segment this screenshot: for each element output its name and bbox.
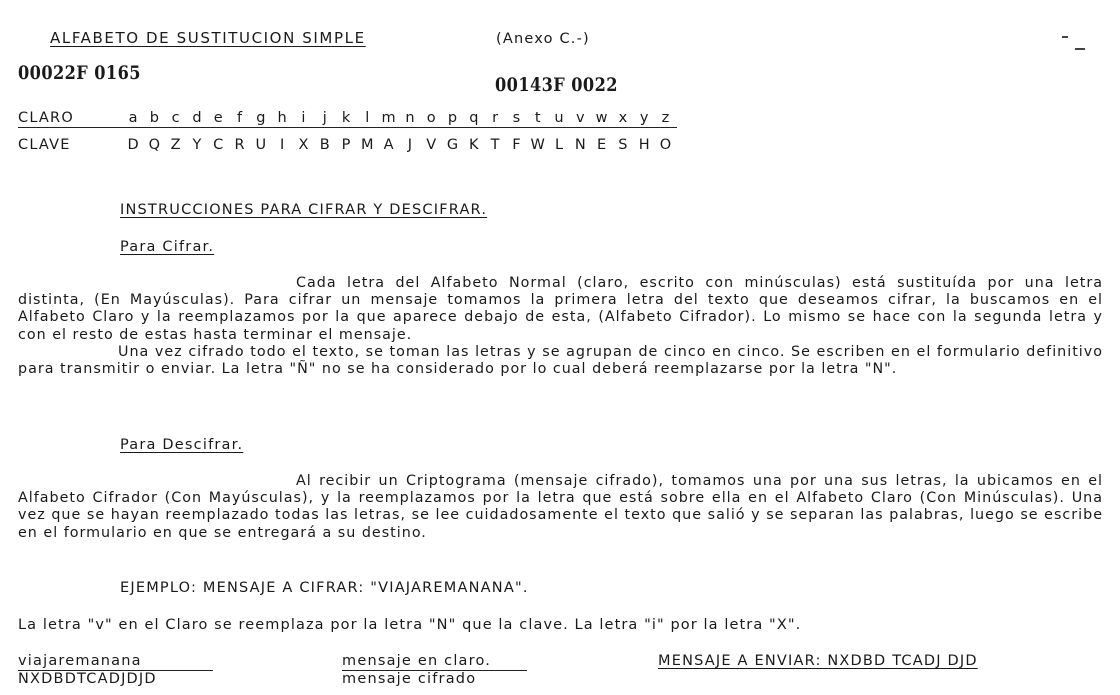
key-letter: I	[279, 137, 286, 153]
key-letter: Q	[148, 137, 162, 153]
key-letter: H	[638, 137, 651, 153]
clear-letter: j	[322, 110, 328, 126]
key-letter: K	[469, 137, 480, 153]
message-to-send: MENSAJE A ENVIAR: NXDBD TCADJ DJD	[658, 653, 978, 669]
clear-letter: g	[256, 110, 267, 126]
clear-letter: a	[128, 110, 139, 126]
key-letter: D	[127, 137, 140, 153]
key-letter: S	[618, 137, 629, 153]
instructions-heading: INSTRUCCIONES PARA CIFRAR Y DESCIFRAR.	[120, 202, 488, 218]
clear-letter: s	[512, 110, 522, 126]
clear-letter: t	[534, 110, 542, 126]
key-letter: O	[659, 137, 673, 153]
cipher-text-value: NXDBDTCADJDJD	[18, 670, 213, 687]
stamp-number-right: 00143F 0022	[495, 74, 618, 96]
caption-column	[342, 653, 527, 687]
key-letter: E	[596, 137, 608, 153]
key-letter: P	[341, 137, 352, 153]
clear-letter: z	[661, 110, 671, 126]
key-letter: C	[213, 137, 225, 153]
encrypt-heading: Para Cifrar.	[120, 239, 215, 255]
clear-text-caption: mensaje en claro.	[342, 653, 527, 671]
scan-mark	[1062, 36, 1068, 38]
clear-letter: r	[492, 110, 500, 126]
key-letter: Y	[192, 137, 203, 153]
encrypt-instructions	[18, 275, 1103, 378]
clear-label: CLARO	[18, 110, 123, 128]
key-label: CLAVE	[18, 137, 71, 153]
key-letter: T	[490, 137, 501, 153]
encrypt-paragraph-2: Una vez cifrado todo el texto, se toman las letras y se agrupan de cinco en cinco. Se escriben en el formulario definitivo para transmitir o enviar. La letra "Ñ" no se ha considerado por lo cual deberá reemplazarse por la letra "N".	[18, 343, 1103, 378]
cipher-text-caption: mensaje cifrado	[342, 671, 477, 687]
clear-letter: e	[213, 110, 224, 126]
clear-letter: n	[405, 110, 416, 126]
key-alphabet-row	[18, 137, 677, 153]
clear-letter: h	[277, 110, 288, 126]
key-letter: F	[512, 137, 522, 153]
encrypt-paragraph-1: Cada letra del Alfabeto Normal (claro, escrito con minúsculas) está sustituída por una letra distinta, (En Mayúsculas). Para cifrar un mensaje tomamos la primera letra del texto que deseamos cifrar, la buscamos en el Alfabeto Claro y la reemplazamos por la que aparece debajo de esta, (Alfabeto Cifrador). Lo mismo se hace con la segunda letra y con el resto de estas hasta terminar el mensaje.	[18, 275, 1103, 343]
clear-letter: o	[426, 110, 437, 126]
stamp-number-left: 00022F 0165	[18, 62, 141, 84]
clear-letter: k	[341, 110, 352, 126]
clear-letter: b	[149, 110, 161, 126]
key-letter: G	[446, 137, 460, 153]
clear-letter: m	[381, 110, 397, 126]
clear-text-column	[18, 653, 213, 687]
key-letter: A	[383, 137, 395, 153]
clear-letter: y	[639, 110, 650, 126]
key-letter: N	[574, 137, 587, 153]
clear-letter: u	[554, 110, 565, 126]
clear-letter: x	[618, 110, 629, 126]
key-letter: M	[361, 137, 375, 153]
clear-text-value: viajaremanana	[18, 653, 213, 671]
clear-letter: i	[301, 110, 307, 126]
annex-label: (Anexo C.-)	[496, 31, 590, 47]
clear-alphabet-row	[18, 110, 677, 128]
scan-mark	[1075, 48, 1085, 50]
key-letter: V	[426, 137, 438, 153]
clear-letter: l	[365, 110, 371, 126]
decrypt-heading: Para Descifrar.	[120, 437, 244, 453]
decrypt-instructions	[18, 473, 1103, 542]
decrypt-paragraph-1: Al recibir un Criptograma (mensaje cifrado), tomamos una por una sus letras, la ubicamos en el Alfabeto Cifrador (Con Mayúsculas), y la reemplazamos por la letra que está sobre ella en el Alfabeto Claro (Con Minúsculas). Una vez que se hayan reemplazado todas las letras, se lee cuidadosamente el texto que salió y se separan las palabras, luego se escribe en el formulario en que se entregará a su destino.	[18, 473, 1103, 541]
key-letter: B	[319, 137, 331, 153]
clear-letter: v	[575, 110, 586, 126]
example-explanation: La letra "v" en el Claro se reemplaza por la letra "N" que la clave. La letra "i" por la letra "X".	[18, 617, 802, 633]
example-line: EJEMPLO: MENSAJE A CIFRAR: "VIAJAREMANANA".	[120, 580, 529, 596]
clear-letter: w	[595, 110, 609, 126]
key-letter: U	[255, 137, 268, 153]
document-title: ALFABETO DE SUSTITUCION SIMPLE	[50, 29, 366, 47]
clear-letter: q	[469, 110, 480, 126]
clear-letter: p	[447, 110, 459, 126]
key-letter: W	[530, 137, 547, 153]
clear-letter: d	[192, 110, 203, 126]
clear-letters	[123, 110, 677, 128]
key-letter: L	[554, 137, 565, 153]
key-letter: X	[298, 137, 310, 153]
key-letters	[123, 137, 677, 153]
clear-letter: f	[236, 110, 244, 126]
key-letter: R	[234, 137, 246, 153]
key-letter: J	[407, 137, 414, 153]
clear-letter: c	[171, 110, 181, 126]
key-letter: Z	[170, 137, 182, 153]
